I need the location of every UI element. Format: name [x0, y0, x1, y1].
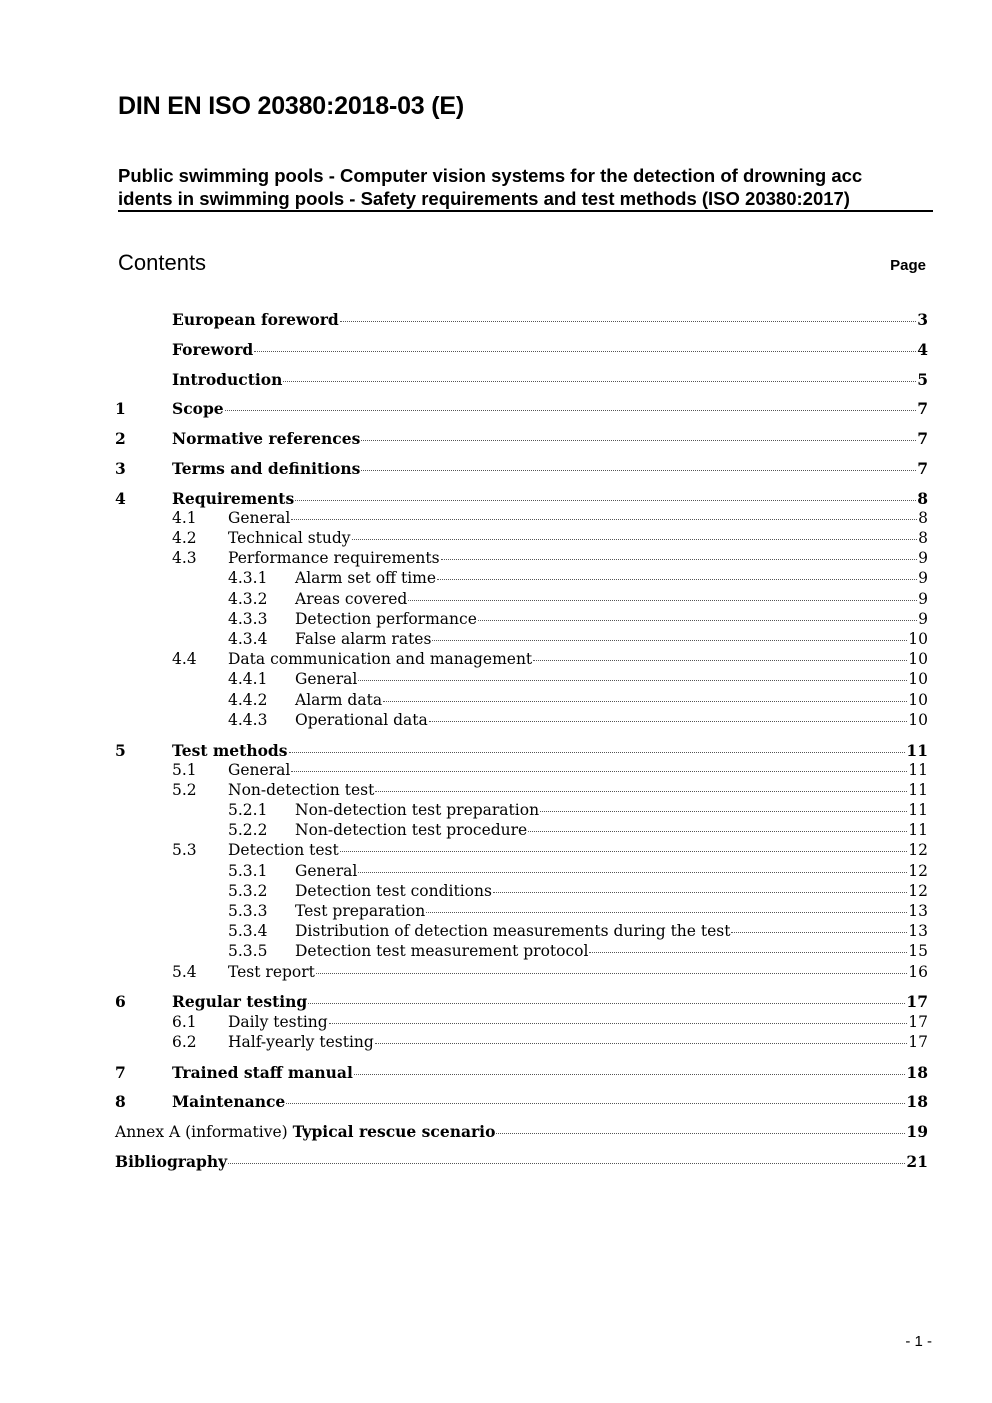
- page-number: - 1 -: [905, 1333, 932, 1350]
- toc-entry-page: 18: [906, 1062, 928, 1082]
- toc-entry-page: 11: [908, 780, 928, 799]
- table-of-contents: [115, 310, 928, 1172]
- document-subtitle: [118, 164, 933, 212]
- toc-entry[interactable]: [115, 741, 928, 761]
- toc-entry-title: Scope: [172, 399, 224, 419]
- toc-entry-page: 10: [908, 670, 928, 689]
- toc-entry-page: 17: [908, 1012, 928, 1031]
- toc-entry-number: 4.3.2: [228, 589, 268, 608]
- toc-entry[interactable]: [115, 630, 928, 650]
- toc-entry[interactable]: [115, 992, 928, 1012]
- toc-entry-number: 5.2.1: [228, 801, 268, 820]
- toc-entry[interactable]: [115, 549, 928, 569]
- toc-entry-page: 12: [908, 861, 928, 880]
- toc-entry-page: 8: [918, 508, 928, 527]
- toc-entry-number: 5.1: [172, 760, 197, 779]
- contents-heading: Contents: [118, 250, 207, 275]
- toc-entry-number: 4.4.2: [228, 690, 268, 709]
- toc-entry-title: Normative references: [172, 429, 361, 449]
- toc-entry[interactable]: [115, 610, 928, 630]
- toc-entry-title: Maintenance: [172, 1092, 286, 1112]
- toc-entry-page: 15: [908, 942, 928, 961]
- toc-entry-title: European foreword: [172, 310, 339, 329]
- toc-entry-title: Trained staff manual: [172, 1062, 353, 1082]
- toc-entry-page: 8: [917, 488, 928, 508]
- toc-entry-page: 11: [906, 740, 928, 760]
- toc-entry[interactable]: [115, 902, 928, 922]
- toc-entry-page: 9: [918, 589, 928, 608]
- toc-entry-title: General: [295, 670, 358, 689]
- toc-entry-page: 9: [918, 549, 928, 568]
- toc-entry-number: 7: [115, 1062, 126, 1082]
- toc-entry-page: 17: [908, 1032, 928, 1051]
- toc-entry-title: Detection performance: [295, 609, 477, 628]
- toc-entry[interactable]: [115, 340, 928, 360]
- toc-entry-number: 4.3: [172, 549, 197, 568]
- toc-entry-title: Non-detection test: [228, 780, 375, 799]
- toc-entry[interactable]: [115, 569, 928, 589]
- toc-entry[interactable]: [115, 1063, 928, 1083]
- subtitle-line-1: Public swimming pools - Computer vision systems for the detection of drowning acc: [118, 165, 863, 186]
- document-id: DIN EN ISO 20380:2018-03 (E): [118, 92, 464, 120]
- toc-entry-number: 5.3.2: [228, 881, 268, 900]
- toc-entry-number: 4.1: [172, 508, 197, 527]
- toc-entry[interactable]: [115, 691, 928, 711]
- toc-entry[interactable]: [115, 1013, 928, 1033]
- toc-entry[interactable]: [115, 882, 928, 902]
- toc-entry-page: 3: [917, 310, 928, 329]
- toc-entry[interactable]: [115, 1092, 928, 1112]
- toc-entry-title: Alarm data: [295, 690, 383, 709]
- toc-entry-page: 9: [918, 609, 928, 628]
- toc-entry-title: False alarm rates: [295, 630, 432, 648]
- toc-entry-title: Detection test: [228, 841, 339, 860]
- toc-entry-page: 10: [908, 630, 928, 648]
- toc-entry[interactable]: [115, 529, 928, 549]
- toc-entry[interactable]: [115, 489, 928, 509]
- toc-entry-number: 4.2: [172, 529, 197, 548]
- toc-entry-number: 5.3.4: [228, 922, 268, 941]
- toc-entry-title: Alarm set off time: [295, 569, 437, 588]
- toc-entry-page: 12: [908, 841, 928, 860]
- toc-entry-title: Operational data: [295, 710, 428, 729]
- toc-entry[interactable]: [115, 399, 928, 419]
- toc-entry-number: 2: [115, 429, 126, 449]
- toc-entry[interactable]: [115, 1033, 928, 1053]
- toc-entry-number: 5.3: [172, 841, 197, 860]
- toc-entry[interactable]: [115, 590, 928, 610]
- toc-entry[interactable]: [115, 429, 928, 449]
- toc-entry-page: 5: [917, 369, 928, 389]
- toc-entry[interactable]: [115, 310, 928, 330]
- toc-entry-number: 4.3.1: [228, 569, 268, 588]
- toc-entry-page: 7: [917, 458, 928, 478]
- toc-entry-title: Test report: [228, 962, 315, 981]
- toc-entry-title: General: [228, 508, 291, 527]
- toc-entry-number: 1: [115, 399, 126, 419]
- toc-entry-title: Distribution of detection measurements during the test: [295, 922, 731, 941]
- toc-entry-number: 4.4.3: [228, 710, 268, 729]
- toc-entry-title: Areas covered: [295, 589, 408, 608]
- toc-entry-number: 4.4.1: [228, 670, 268, 689]
- toc-entry[interactable]: [115, 963, 928, 983]
- toc-entry[interactable]: [115, 670, 928, 690]
- toc-entry-page: 11: [908, 821, 928, 840]
- toc-entry-title: Detection test conditions: [295, 881, 492, 900]
- toc-entry-number: 8: [115, 1092, 126, 1112]
- toc-entry-number: 6.1: [172, 1012, 197, 1031]
- toc-entry-number: 5.2.2: [228, 821, 268, 840]
- toc-entry-number: 5.3.5: [228, 942, 268, 961]
- toc-entry-title: Introduction: [172, 369, 283, 389]
- toc-entry-page: 7: [917, 429, 928, 449]
- toc-entry-title: General: [228, 760, 291, 779]
- toc-entry-number: 5: [115, 740, 126, 760]
- toc-entry-page: 12: [908, 881, 928, 900]
- toc-entry-page: 18: [906, 1092, 928, 1112]
- subtitle-line-2: idents in swimming pools - Safety requirements and test methods (ISO 20380:2017): [118, 188, 850, 209]
- toc-entry-title: Technical study: [228, 529, 351, 548]
- toc-entry-number: 3: [115, 458, 126, 478]
- toc-entry-page: 8: [918, 529, 928, 548]
- toc-entry[interactable]: [115, 781, 928, 801]
- toc-entry-page: 10: [908, 710, 928, 729]
- toc-entry-title: Half-yearly testing: [228, 1032, 374, 1051]
- toc-entry-title: Non-detection test procedure: [295, 821, 528, 840]
- page-column-label: Page: [890, 257, 926, 274]
- toc-entry[interactable]: [115, 841, 928, 861]
- toc-entry-page: 4: [917, 339, 928, 359]
- toc-entry-title: Test preparation: [295, 902, 426, 921]
- toc-entry-title: Detection test measurement protocol: [295, 942, 589, 961]
- toc-entry-page: 7: [917, 399, 928, 419]
- toc-entry[interactable]: [115, 821, 928, 841]
- toc-entry-number: 4.3.3: [228, 609, 268, 628]
- toc-entry-title: Non-detection test preparation: [295, 801, 540, 820]
- toc-entry-page: 16: [908, 962, 928, 981]
- toc-entry[interactable]: [115, 459, 928, 479]
- toc-entry-number: 6: [115, 992, 126, 1012]
- toc-entry-page: 10: [908, 650, 928, 669]
- toc-entry-number: 5.2: [172, 780, 197, 799]
- toc-entry[interactable]: [115, 801, 928, 821]
- toc-entry-title: Data communication and management: [228, 650, 533, 669]
- toc-entry-title: General: [295, 861, 358, 880]
- toc-entry-title: Bibliography: [115, 1151, 228, 1171]
- toc-entry-title: Test methods: [172, 740, 288, 760]
- toc-entry[interactable]: [115, 650, 928, 670]
- toc-entry-number: 4.4: [172, 650, 197, 669]
- toc-entry-title: Performance requirements: [228, 549, 440, 568]
- toc-entry-number: 5.3.3: [228, 902, 268, 921]
- toc-entry-number: 5.3.1: [228, 861, 268, 880]
- toc-entry-title: Terms and definitions: [172, 458, 361, 478]
- toc-entry-title: Daily testing: [228, 1012, 328, 1031]
- toc-entry[interactable]: [115, 862, 928, 882]
- toc-entry[interactable]: [115, 509, 928, 529]
- toc-entry[interactable]: [115, 942, 928, 962]
- toc-entry-page: 9: [918, 569, 928, 588]
- toc-entry-number: 4: [115, 488, 126, 508]
- toc-entry-title: Foreword: [172, 339, 254, 359]
- toc-entry-page: 17: [906, 992, 928, 1012]
- toc-entry-page: 11: [908, 760, 928, 779]
- toc-entry-page: 10: [908, 690, 928, 709]
- toc-entry-page: 13: [908, 902, 928, 921]
- toc-entry[interactable]: [115, 922, 928, 942]
- toc-entry-page: 13: [908, 922, 928, 941]
- toc-entry-title: Annex A (informative) Typical rescue scenario: [115, 1122, 496, 1142]
- toc-entry-page: 11: [908, 801, 928, 820]
- toc-entry[interactable]: [115, 1122, 928, 1142]
- toc-entry-page: 19: [906, 1122, 928, 1142]
- toc-entry[interactable]: [115, 711, 928, 731]
- toc-entry[interactable]: [115, 1152, 928, 1172]
- toc-entry-number: 6.2: [172, 1032, 197, 1051]
- toc-entry[interactable]: [115, 761, 928, 781]
- toc-entry-number: 5.4: [172, 962, 197, 981]
- toc-entry-number: 4.3.4: [228, 630, 268, 648]
- toc-entry-page: 21: [906, 1151, 928, 1171]
- toc-entry[interactable]: [115, 370, 928, 390]
- toc-entry-title: Regular testing: [172, 992, 308, 1012]
- toc-entry-title: Requirements: [172, 488, 295, 508]
